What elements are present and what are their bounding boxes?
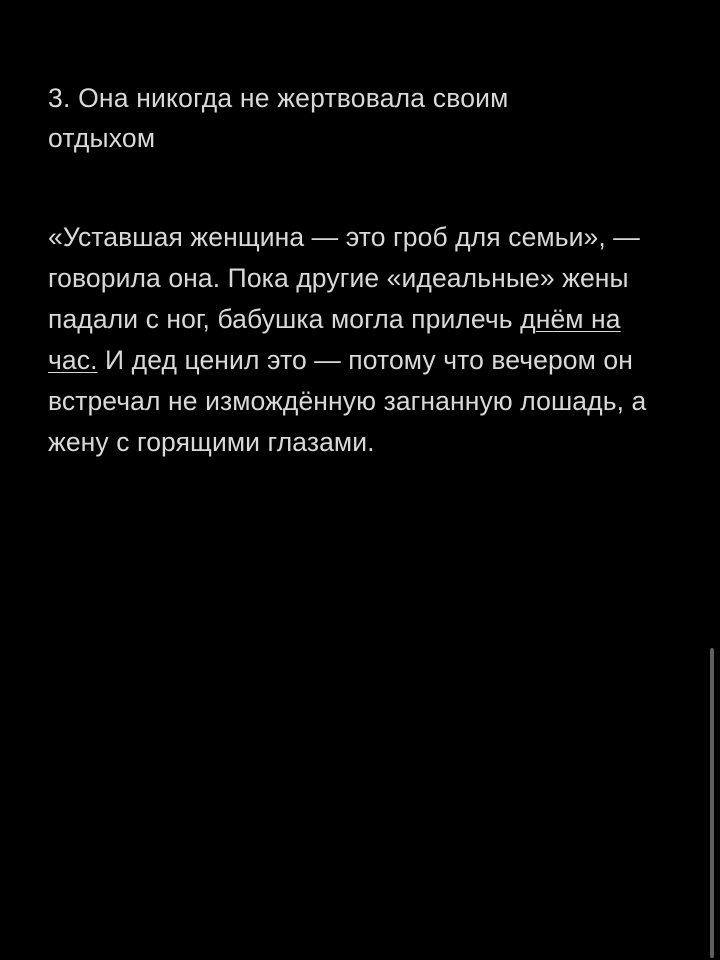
article-paragraph	[48, 217, 672, 463]
paragraph-text-first: «Уставшая женщина — это гроб для семьи», — говорила она. Пока другие «идеальные» жены падали с ног, бабушка могла прилечь	[48, 221, 640, 334]
article-content	[48, 78, 676, 463]
inline-link[interactable]: днём на час.	[48, 303, 621, 375]
scrollbar-thumb[interactable]	[710, 648, 714, 958]
page-title: 3. Она никогда не жертвовала своим отдыхом	[48, 83, 509, 154]
paragraph-text-second: И дед ценил это — потому что вечером он встречал не измождённую загнанную лошадь, а жену с горящими глазами.	[48, 344, 647, 457]
